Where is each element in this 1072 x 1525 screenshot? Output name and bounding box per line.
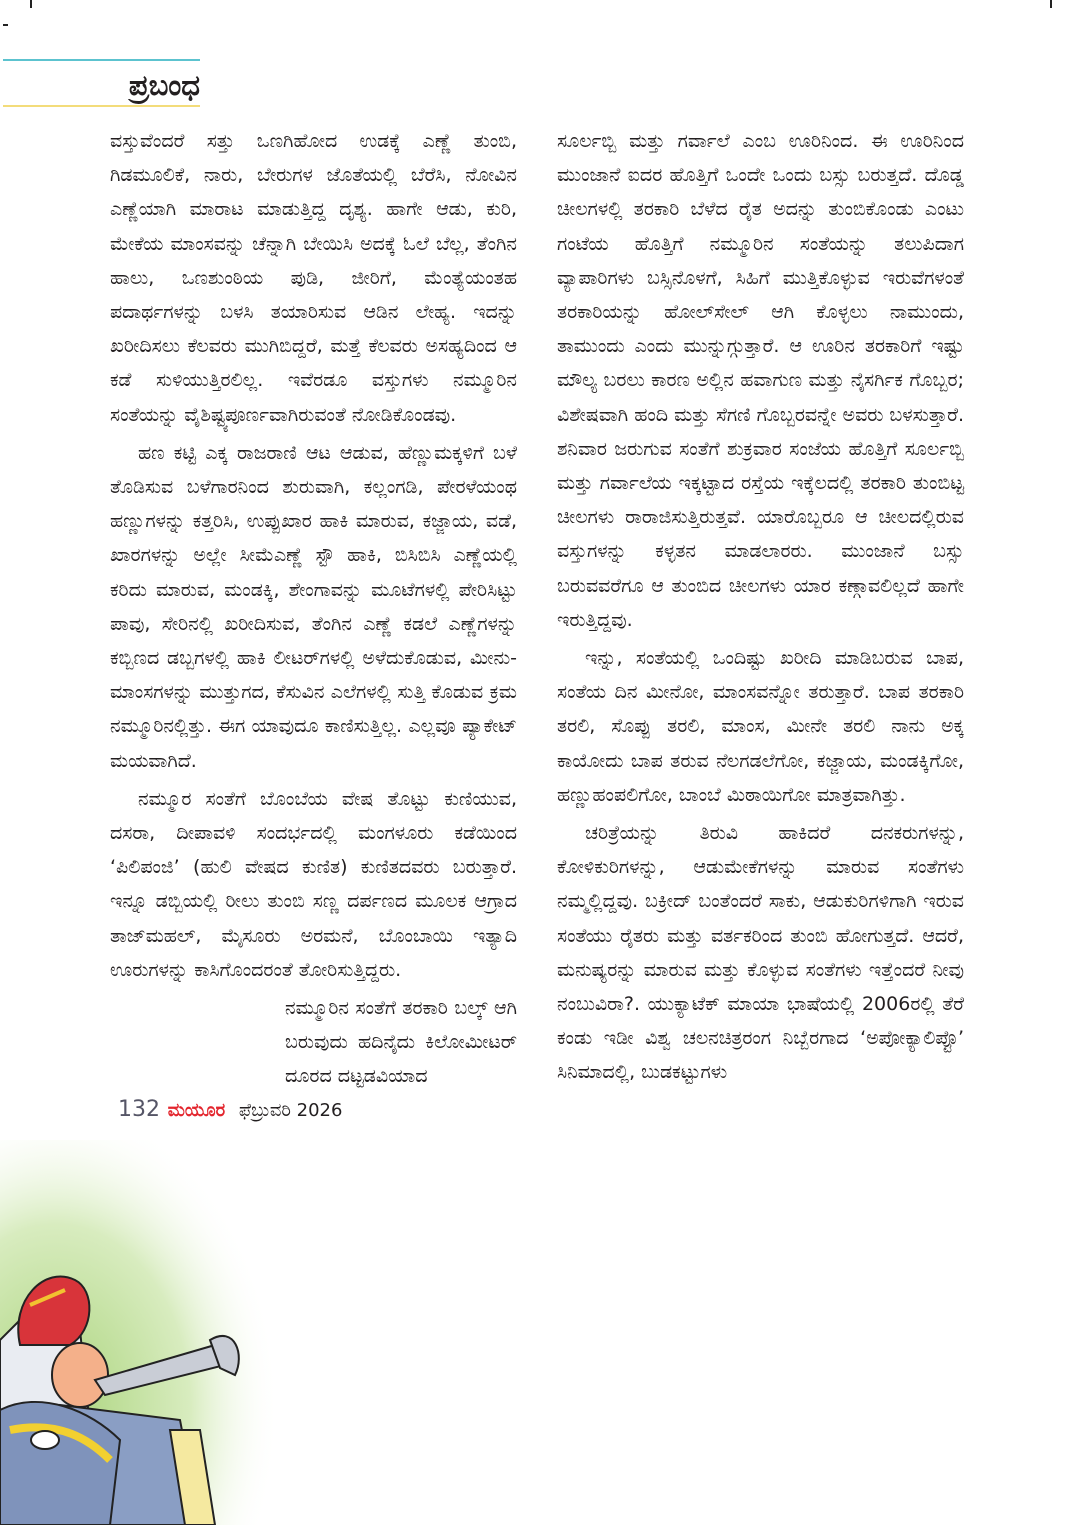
- section-title: ಪ್ರಬಂಧ: [128, 68, 200, 102]
- article-column-1: [110, 124, 517, 1123]
- crop-mark: [1050, 0, 1052, 8]
- paragraph: ಸೂರ್ಲಬ್ಬಿ ಮತ್ತು ಗರ್ವಾಲೆ ಎಂಬ ಊರಿನಿಂದ. ಈ ಊರಿನಿಂದ ಮುಂಜಾನೆ ಐದರ ಹೊತ್ತಿಗೆ ಒಂದೇ ಒಂದು ಬಸ್ಸು ಬರುತ್ತದೆ. ದೊಡ್ಡ ಚೀಲಗಳಲ್ಲಿ ತರಕಾರಿ ಬೆಳೆದ ರೈತ ಅದನ್ನು ತುಂಬಿಕೊಂಡು ಎಂಟು ಗಂಟೆಯ ಹೊತ್ತಿಗೆ ನಮ್ಮೂರಿನ ಸಂತೆಯನ್ನು ತಲುಪಿದಾಗ ವ್ಯಾಪಾರಿಗಳು ಬಸ್ಸಿನೊಳಗೆ, ಸಿಹಿಗೆ ಮುತ್ತಿಕೊಳ್ಳುವ ಇರುವೆಗಳಂತೆ ತರಕಾರಿಯನ್ನು ಹೋಲ್‌ಸೇಲ್ ಆಗಿ ಕೊಳ್ಳಲು ನಾಮುಂದು, ತಾಮುಂದು ಎಂದು ಮುನ್ನುಗ್ಗುತ್ತಾರೆ. ಆ ಊರಿನ ತರಕಾರಿಗೆ ಇಷ್ಟು ಮೌಲ್ಯ ಬರಲು ಕಾರಣ ಅಲ್ಲಿನ ಹವಾಗುಣ ಮತ್ತು ನೈಸರ್ಗಿಕ ಗೊಬ್ಬರ; ವಿಶೇಷವಾಗಿ ಹಂದಿ ಮತ್ತು ಸೆಗಣಿ ಗೊಬ್ಬರವನ್ನೇ ಅವರು ಬಳಸುತ್ತಾರೆ. ಶನಿವಾರ ಜರುಗುವ ಸಂತೆಗೆ ಶುಕ್ರವಾರ ಸಂಜೆಯ ಹೊತ್ತಿಗೆ ಸೂರ್ಲಬ್ಬಿ ಮತ್ತು ಗರ್ವಾಲೆಯ ಇಕ್ಕಟ್ಟಾದ ರಸ್ತೆಯ ಇಕ್ಕೆಲದಲ್ಲಿ ತರಕಾರಿ ತುಂಬಿಟ್ಟ ಚೀಲಗಳು ರಾರಾಜಿಸುತ್ತಿರುತ್ತವೆ. ಯಾರೊಬ್ಬರೂ ಆ ಚೀಲದಲ್ಲಿರುವ ವಸ್ತುಗಳನ್ನು ಕಳ್ಳತನ ಮಾಡಲಾರರು. ಮುಂಜಾನೆ ಬಸ್ಸು ಬರುವವರೆಗೂ ಆ ತುಂಬಿದ ಚೀಲಗಳು ಯಾರ ಕಣ್ಗಾವಲಿಲ್ಲದೆ ಹಾಗೇ ಇರುತ್ತಿದ್ದವು.: [557, 130, 964, 631]
- crop-mark: [30, 0, 32, 8]
- page-footer: [118, 1098, 517, 1123]
- header-rule-cyan: [3, 59, 200, 61]
- paragraph: ನಮ್ಮೂರಿನ ಸಂತೆಗೆ ತರಕಾರಿ ಬಲ್ಕ್ ಆಗಿ ಬರುವುದು ಹದಿನೈದು ಕಿಲೋಮೀಟರ್ ದೂರದ ದಟ್ಟಡವಿಯಾದ: [285, 997, 517, 1088]
- paragraph: ಹಣ ಕಟ್ಟಿ ಎಕ್ಕ ರಾಜರಾಣಿ ಆಟ ಆಡುವ, ಹೆಣ್ಣುಮಕ್ಕಳಿಗೆ ಬಳೆ ತೊಡಿಸುವ ಬಳೆಗಾರನಿಂದ ಶುರುವಾಗಿ, ಕಲ್ಲಂಗಡಿ, ಪೇರಳೆಯಂಥ ಹಣ್ಣುಗಳನ್ನು ಕತ್ತರಿಸಿ, ಉಪ್ಪುಖಾರ ಹಾಕಿ ಮಾರುವ, ಕಜ್ಜಾಯ, ವಡೆ, ಖಾರಗಳನ್ನು ಅಲ್ಲೇ ಸೀಮೆಎಣ್ಣೆ ಸ್ಟೌ ಹಾಕಿ, ಬಿಸಿಬಿಸಿ ಎಣ್ಣೆಯಲ್ಲಿ ಕರಿದು ಮಾರುವ, ಮಂಡಕ್ಕಿ, ಶೇಂಗಾವನ್ನು ಮೂಟೆಗಳಲ್ಲಿ ಪೇರಿಸಿಟ್ಟು ಪಾವು, ಸೇರಿನಲ್ಲಿ ಖರೀದಿಸುವ, ತೆಂಗಿನ ಎಣ್ಣೆ ಕಡಲೆ ಎಣ್ಣೆಗಳನ್ನು ಕಬ್ಬಿಣದ ಡಬ್ಬಗಳಲ್ಲಿ ಹಾಕಿ ಲೀಟರ್‌ಗಳಲ್ಲಿ ಅಳೆದುಕೊಡುವ, ಮೀನು-ಮಾಂಸಗಳನ್ನು ಮುತ್ತುಗದ, ಕೆಸುವಿನ ಎಲೆಗಳಲ್ಲಿ ಸುತ್ತಿ ಕೊಡುವ ಕ್ರಮ ನಮ್ಮೂರಿನಲ್ಲಿತ್ತು. ಈಗ ಯಾವುದೂ ಕಾಣಿಸುತ್ತಿಲ್ಲ. ಎಲ್ಲವೂ ಪ್ಯಾಕೇಟ್ ಮಯವಾಗಿದೆ.: [110, 441, 517, 772]
- paragraph: ನಮ್ಮೂರ ಸಂತೆಗೆ ಬೊಂಬೆಯ ವೇಷ ತೊಟ್ಟು ಕುಣಿಯುವ, ದಸರಾ, ದೀಪಾವಳಿ ಸಂದರ್ಭದಲ್ಲಿ ಮಂಗಳೂರು ಕಡೆಯಿಂದ ‘ಪಿಲಿಪಂಜಿ’ (ಹುಲಿ ವೇಷದ ಕುಣಿತ) ಕುಣಿತದವರು ಬರುತ್ತಾರೆ. ಇನ್ನೂ ಡಬ್ಬಿಯಲ್ಲಿ ರೀಲು ತುಂಬಿ ಸಣ್ಣ ದರ್ಪಣದ ಮೂಲಕ ಆಗ್ರಾದ ತಾಜ್‌ಮಹಲ್, ಮೈಸೂರು ಅರಮನೆ, ಬೊಂಬಾಯಿ ಇತ್ಯಾದಿ ಊರುಗಳನ್ನು ಕಾಸಿಗೊಂದರಂತೆ ತೋರಿಸುತ್ತಿದ್ದರು.: [110, 787, 517, 981]
- issue-date: ಫೆಬ್ರುವರಿ 2026: [238, 1099, 343, 1121]
- page-number: 132: [118, 1096, 160, 1122]
- paragraph: ಚರಿತ್ರೆಯನ್ನು ತಿರುವಿ ಹಾಕಿದರೆ ದನಕರುಗಳನ್ನು, ಕೋಳಿಕುರಿಗಳನ್ನು, ಆಡುಮೇಕೆಗಳನ್ನು ಮಾರುವ ಸಂತೆಗಳು ನಮ್ಮಲ್ಲಿದ್ದವು. ಬಕ್ರೀದ್ ಬಂತೆಂದರೆ ಸಾಕು, ಆಡುಕುರಿಗಳಿಗಾಗಿ ಇರುವ ಸಂತೆಯು ರೈತರು ಮತ್ತು ವರ್ತಕರಿಂದ ತುಂಬಿ ಹೋಗುತ್ತದೆ. ಆದರೆ, ಮನುಷ್ಯರನ್ನು ಮಾರುವ ಮತ್ತು ಕೊಳ್ಳುವ ಸಂತೆಗಳು ಇತ್ತೆಂದರೆ ನೀವು ನಂಬುವಿರಾ?. ಯುಕ್ಯಾಟೆಕ್ ಮಾಯಾ ಭಾಷೆಯಲ್ಲಿ 2006ರಲ್ಲಿ ತೆರೆ ಕಂಡು ಇಡೀ ವಿಶ್ವ ಚಲನಚಿತ್ರರಂಗ ನಿಬ್ಬೆರಗಾದ ‘ಅಪೋಕ್ಯಾಲಿಪ್ಟೊ’ ಸಿನಿಮಾದಲ್ಲಿ, ಬುಡಕಟ್ಟುಗಳು: [557, 822, 964, 1084]
- paragraph: ವಸ್ತುವೆಂದರೆ ಸತ್ತು ಒಣಗಿಹೋದ ಉಡಕ್ಕೆ ಎಣ್ಣೆ ತುಂಬಿ, ಗಿಡಮೂಲಿಕೆ, ನಾರು, ಬೇರುಗಳ ಜೊತೆಯಲ್ಲಿ ಬೆರೆಸಿ, ನೋವಿನ ಎಣ್ಣೆಯಾಗಿ ಮಾರಾಟ ಮಾಡುತ್ತಿದ್ದ ದೃಶ್ಯ. ಹಾಗೇ ಆಡು, ಕುರಿ, ಮೇಕೆಯ ಮಾಂಸವನ್ನು ಚೆನ್ನಾಗಿ ಬೇಯಿಸಿ ಅದಕ್ಕೆ ಓಲೆ ಬೆಲ್ಲ, ತೆಂಗಿನ ಹಾಲು, ಒಣಶುಂಠಿಯ ಪುಡಿ, ಜೀರಿಗೆ, ಮೆಂತ್ಯೆಯಂತಹ ಪದಾರ್ಥಗಳನ್ನು ಬಳಸಿ ತಯಾರಿಸುವ ಆಡಿನ ಲೇಹ್ಯ. ಇದನ್ನು ಖರೀದಿಸಲು ಕೆಲವರು ಮುಗಿಬಿದ್ದರೆ, ಮತ್ತೆ ಕೆಲವರು ಅಸಹ್ಯದಿಂದ ಆ ಕಡೆ ಸುಳಿಯುತ್ತಿರಲಿಲ್ಲ. ಇವೆರಡೂ ವಸ್ತುಗಳು ನಮ್ಮೂರಿನ ಸಂತೆಯನ್ನು ವೈಶಿಷ್ಟ್ಯಪೂರ್ಣವಾಗಿರುವಂತೆ ನೋಡಿಕೊಂಡವು.: [110, 130, 517, 426]
- magazine-name: ಮಯೂರ: [167, 1099, 226, 1121]
- trumpet-player-illustration: [0, 1140, 280, 1525]
- header-rule-yellow: [3, 105, 200, 107]
- crop-mark: [3, 24, 8, 26]
- paragraph: ಇನ್ನು, ಸಂತೆಯಲ್ಲಿ ಒಂದಿಷ್ಟು ಖರೀದಿ ಮಾಡಿಬರುವ ಬಾಪ, ಸಂತೆಯ ದಿನ ಮೀನೋ, ಮಾಂಸವನ್ನೋ ತರುತ್ತಾರೆ. ಬಾಪ ತರಕಾರಿ ತರಲಿ, ಸೊಪ್ಪು ತರಲಿ, ಮಾಂಸ, ಮೀನೇ ತರಲಿ ನಾನು ಅಕ್ಕ ಕಾಯೋದು ಬಾಪ ತರುವ ನೆಲಗಡಲೆಗೋ, ಕಜ್ಜಾಯ, ಮಂಡಕ್ಕಿಗೋ, ಹಣ್ಣುಹಂಪಲಿಗೋ, ಬಾಂಬೆ ಮಿಠಾಯಿಗೋ ಮಾತ್ರವಾಗಿತ್ತು.: [557, 647, 964, 806]
- article-column-2: [557, 124, 964, 1094]
